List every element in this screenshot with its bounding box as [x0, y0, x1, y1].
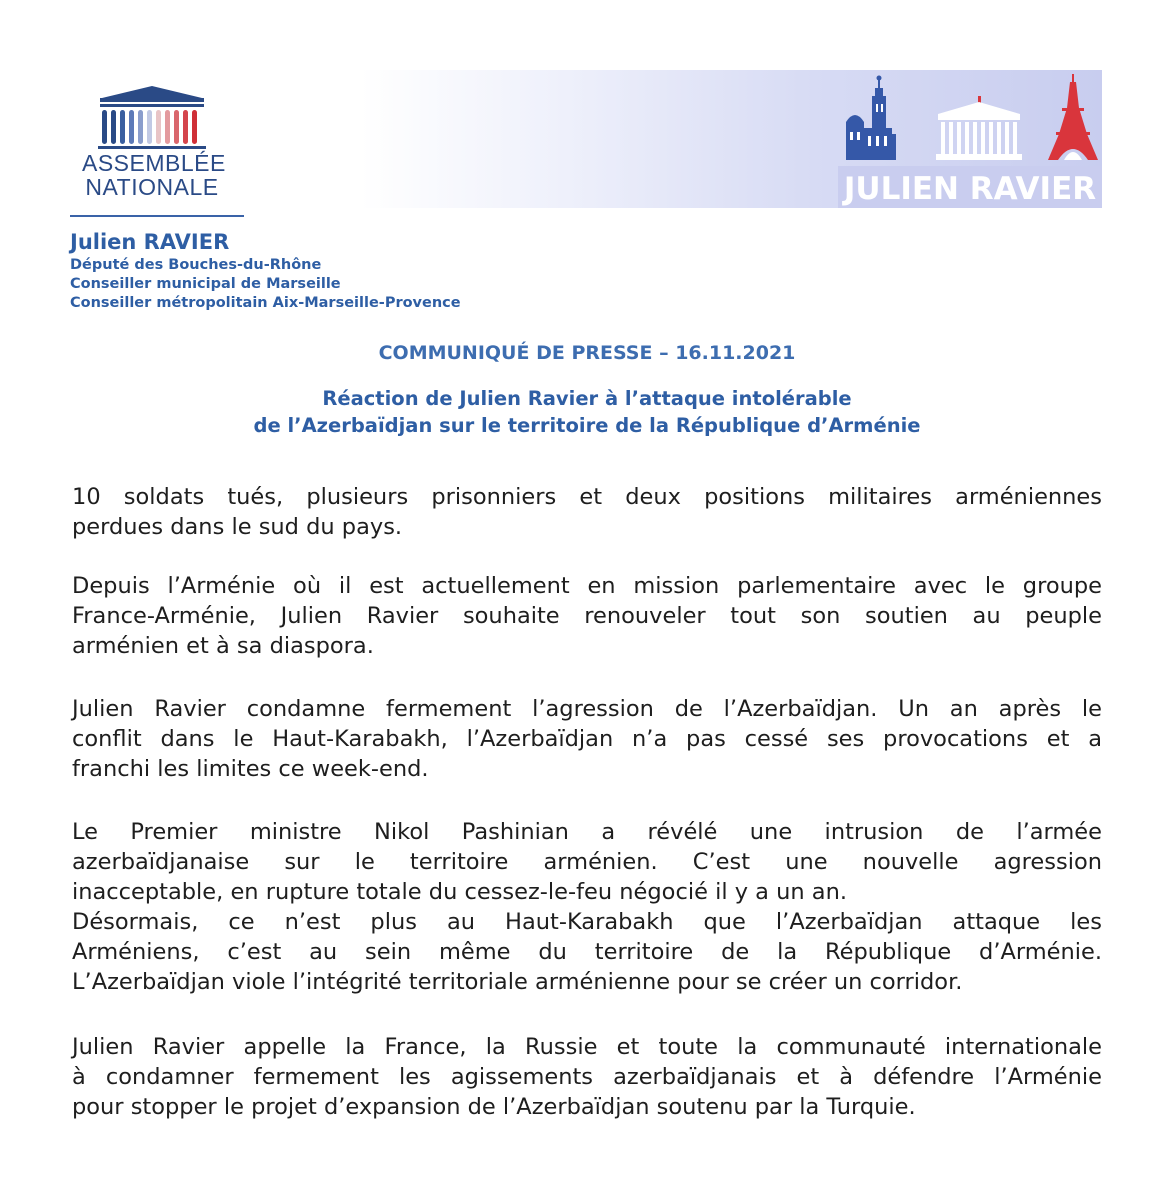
eiffel-tower-icon	[1048, 74, 1098, 160]
paragraph-5	[72, 1032, 1102, 1122]
text-line: conflit dans le Haut-Karabakh, l’Azerbaïdjan n’a pas cessé ses provocations et a	[72, 726, 1102, 752]
text-line: à condamner fermement les agissements azerbaïdjanais et à défendre l’Arménie	[72, 1064, 1102, 1090]
text-line: inacceptable, en rupture totale du cessez-le-feu négocié il y a un an.	[72, 879, 847, 905]
text-line: France-Arménie, Julien Ravier souhaite renouveler tout son soutien au peuple	[72, 603, 1102, 629]
press-release-title: COMMUNIQUÉ DE PRESSE – 16.11.2021	[378, 342, 796, 364]
text-line: L’Azerbaïdjan viole l’intégrité territoriale arménienne pour se créer un corridor.	[72, 969, 963, 995]
text-line: Julien Ravier condamne fermement l’agression de l’Azerbaïdjan. Un an après le	[72, 696, 1102, 722]
paragraph-2	[72, 571, 1102, 661]
text-line: Depuis l’Arménie où il est actuellement en mission parlementaire avec le groupe	[72, 573, 1102, 599]
header-divider	[70, 215, 244, 217]
basilica-icon	[846, 76, 896, 161]
text-line: Arméniens, c’est au sein même du territoire de la République d’Arménie.	[72, 939, 1102, 965]
text-line: Le Premier ministre Nikol Pashinian a révélé une intrusion de l’armée	[72, 819, 1102, 845]
deputy-role: Conseiller métropolitain Aix-Marseille-Provence	[70, 295, 461, 311]
nationale-logo-text: NATIONALE	[85, 174, 219, 200]
text-line: Désormais, ce n’est plus au Haut-Karabakh que l’Azerbaïdjan attaque les	[72, 909, 1102, 935]
headline: de l’Azerbaïdjan sur le territoire de la République d’Arménie	[253, 414, 921, 437]
monuments-illustration	[838, 74, 1102, 162]
paragraph-4	[72, 817, 1102, 997]
paragraph-1	[72, 482, 1102, 542]
text-line: perdues dans le sud du pays.	[72, 514, 403, 540]
text-line: arménien et à sa diaspora.	[72, 633, 374, 659]
headline: Réaction de Julien Ravier à l’attaque intolérable	[322, 387, 852, 410]
text-line: azerbaïdjanaise sur le territoire arménien. C’est une nouvelle agression	[72, 849, 1102, 875]
deputy-role: Député des Bouches-du-Rhône	[70, 257, 322, 273]
deputy-name: Julien RAVIER	[70, 230, 230, 254]
deputy-role: Conseiller municipal de Marseille	[70, 276, 341, 292]
text-line: Julien Ravier appelle la France, la Russie et toute la communauté internationale	[72, 1034, 1102, 1060]
text-line: 10 soldats tués, plusieurs prisonniers et deux positions militaires arméniennes	[72, 484, 1102, 510]
assemblee-logo-text: ASSEMBLÉE	[82, 150, 226, 176]
text-line: pour stopper le projet d’expansion de l’Azerbaïdjan soutenu par la Turquie.	[72, 1094, 916, 1120]
paragraph-3	[72, 694, 1102, 784]
text-line: franchi les limites ce week-end.	[72, 756, 429, 782]
banner-name-text: JULIEN RAVIER	[843, 171, 1097, 207]
palais-bourbon-icon	[936, 96, 1022, 160]
